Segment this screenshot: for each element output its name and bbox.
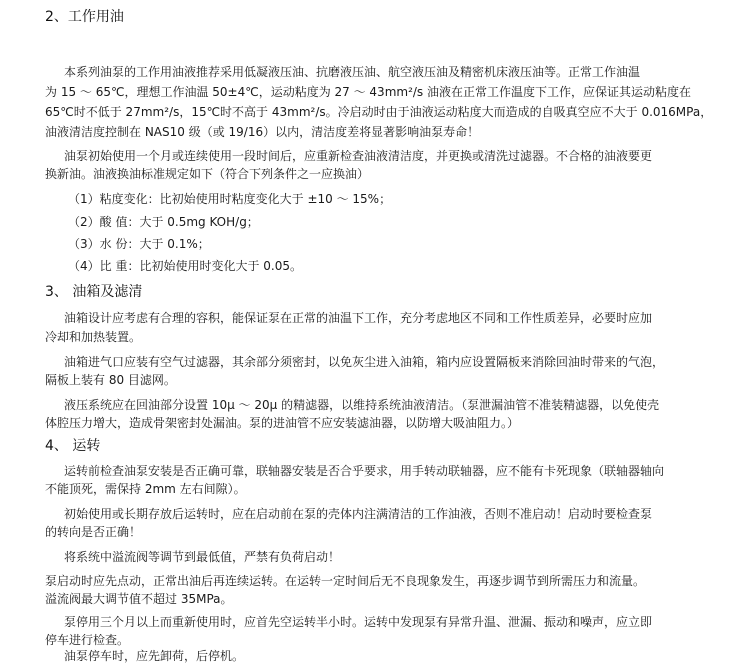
list-item: （4）比 重：比初始使用时变化大于 0.05。: [68, 259, 302, 273]
section-heading-working-oil: 2、工作用油: [45, 9, 124, 25]
text-line: 油箱进气口应装有空气过滤器，其余部分须密封，以免灰尘进入油箱，箱内应设置隔板来消除回油时带来的气泡，: [64, 355, 665, 369]
text-line: 换新油。油液换油标准规定如下（符合下列条件之一应换油）: [45, 167, 370, 181]
text-line: 初始使用或长期存放后运转时，应在启动前在泵的壳体内注满清洁的工作油液，否则不准启动！启动时要检查泵: [64, 507, 653, 521]
text-line: 不能顶死，需保持 2mm 左右间隙）。: [45, 482, 246, 496]
list-item: （1）粘度变化：比初始使用时粘度变化大于 ±10 ～ 15%；: [68, 192, 392, 206]
text-line: 冷却和加热装置。: [45, 330, 142, 344]
text-line: 隔板上装有 80 目滤网。: [45, 373, 176, 387]
text-line: 液压系统应在回油部分设置 10μ ～ 20μ 的精滤器，以维持系统油液清洁。（泵泄漏油管不准装精滤器，以免使壳: [64, 398, 660, 412]
text-line: 为 15 ～ 65℃，理想工作油温 50±4℃，运动粘度为 27 ～ 43mm²/s 油液在正常工作温度下工作，应保证其运动粘度在: [45, 85, 691, 99]
section-heading-tank-filter: 3、 油箱及滤清: [45, 284, 143, 300]
text-line: 油箱设计应考虑有合理的容积，能保证泵在正常的油温下工作，充分考虑地区不同和工作性质差异，必要时应加: [64, 311, 653, 325]
text-line: 油液清洁度控制在 NAS10 级（或 19/16）以内，清洁度差将显著影响油泵寿命！: [45, 125, 480, 139]
text-line: 65℃时不低于 27mm²/s，15℃时不高于 43mm²/s。冷启动时由于油液运动粘度大而造成的自吸真空应不大于 0.016MPa，: [45, 105, 713, 119]
text-line: 停车进行检查。: [45, 633, 130, 647]
text-line: 油泵停车时，应先卸荷，后停机。: [64, 649, 245, 663]
text-line: 将系统中溢流阀等调节到最低值，严禁有负荷启动！: [64, 550, 341, 564]
text-line: 溢流阀最大调节值不超过 35MPa。: [45, 592, 233, 606]
list-item: （2）酸 值：大于 0.5mg KOH/g；: [68, 215, 259, 229]
text-line: 的转向是否正确！: [45, 525, 142, 539]
text-line: 油泵初始使用一个月或连续使用一段时间后，应重新检查油液清洁度，并更换或清洗过滤器。不合格的油液要更: [64, 149, 653, 163]
section-heading-operation: 4、 运转: [45, 438, 101, 454]
text-line: 本系列油泵的工作用油液推荐采用低凝液压油、抗磨液压油、航空液压油及精密机床液压油等。正常工作油温: [64, 65, 641, 79]
text-line: 泵启动时应先点动，正常出油后再连续运转。在运转一定时间后无不良现象发生，再逐步调节到所需压力和流量。: [45, 574, 646, 588]
text-line: 体腔压力增大，造成骨架密封处漏油。泵的进油管不应安装滤油器，以防增大吸油阻力。）: [45, 416, 520, 430]
text-line: 泵停用三个月以上而重新使用时，应首先空运转半小时。运转中发现泵有异常升温、泄漏、振动和噪声，应立即: [64, 615, 653, 629]
list-item: （3）水 份：大于 0.1%；: [68, 237, 210, 251]
text-line: 运转前检查油泵安装是否正确可靠，联轴器安装是否合乎要求，用手转动联轴器，应不能有卡死现象（联轴器轴向: [64, 464, 665, 478]
